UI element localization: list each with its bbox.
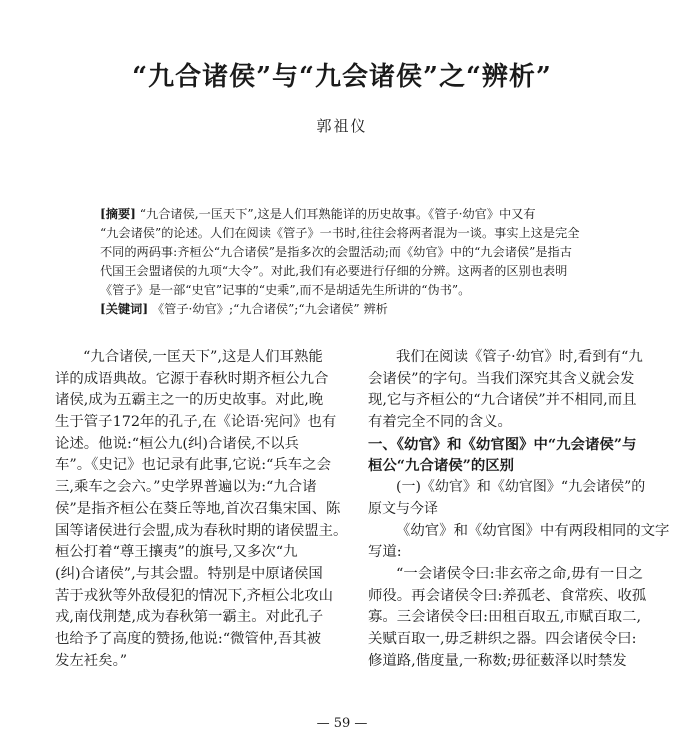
quote-line: 关赋百取一,毋乏耕织之器。四会诸侯令曰: xyxy=(368,630,637,647)
quote-line: 修道路,偕度量,一称数;毋征薮泽以时禁发 xyxy=(368,652,627,669)
abstract-text: “九合诸侯,一匡天下”,这是人们耳熟能详的历史故事。《管子·幼官》中又有 xyxy=(139,207,536,221)
body-line: 有着完全不同的含义。 xyxy=(368,414,512,431)
section-heading: 桓公“九合诸侯”的区别 xyxy=(368,457,515,475)
body-line: 苦于戎狄等外敌侵犯的情况下,齐桓公北攻山 xyxy=(55,587,333,604)
section-heading: 一、《幼官》和《幼官图》中“九会诸侯”与 xyxy=(368,435,637,453)
abstract-line: 不同的两码事:齐桓公“九合诸侯”是指多次的会盟活动;而《幼官》中的“九会诸侯”是指古 xyxy=(100,245,572,259)
abstract-line: 代国王会盟诸侯的九项“大令”。对此,我们有必要进行仔细的分辨。这两者的区别也表明 xyxy=(100,264,568,278)
abstract-label: [摘要] xyxy=(100,207,136,221)
quote-line: “一会诸侯令曰:非玄帝之命,毋有一日之 xyxy=(396,565,644,582)
keywords-label: [关键词] xyxy=(100,302,149,316)
page-number: — 59 — xyxy=(316,716,368,731)
right-column xyxy=(368,347,670,672)
body-line: 发左衽矣。” xyxy=(55,652,128,669)
quote-line: 师役。再会诸侯令曰:养孤老、食常疾、收孤 xyxy=(368,587,647,604)
article-title: “九合诸侯”与“九会诸侯”之“辨析” xyxy=(132,62,552,92)
abstract-block xyxy=(100,205,610,319)
body-line: 《幼官》和《幼官图》中有两段相同的文字 xyxy=(396,522,670,539)
abstract-line xyxy=(100,205,610,224)
abstract-line: 《管子》是一部“史官”记事的“史乘”,而不是胡适先生所讲的“伪书”。 xyxy=(100,283,471,297)
body-line: 戎,南伐荆楚,成为春秋第一霸主。对此孔子 xyxy=(55,609,324,626)
body-line: 桓公打着“尊王攘夷”的旗号,又多次“九 xyxy=(55,544,298,561)
body-line: “九合诸侯,一匡天下”,这是人们耳熟能 xyxy=(83,349,323,365)
body-line: 诸侯,成为五霸主之一的历史故事。对此,晚 xyxy=(55,392,324,409)
body-line: 三,乘车之会六。”史学界普遍以为:“九合诸 xyxy=(55,479,317,496)
abstract-line: “九会诸侯”的论述。人们在阅读《管子》一书时,往往会将两者混为一谈。事实上这是完全 xyxy=(100,226,580,240)
body-line: 侯”是指齐桓公在葵丘等地,首次召集宋国、陈 xyxy=(55,500,341,517)
body-line: 也给予了高度的赞扬,他说:“微管仲,吾其被 xyxy=(55,630,321,647)
body-line: 国等诸侯进行会盟,成为春秋时期的诸侯盟主。 xyxy=(55,522,348,539)
left-column xyxy=(55,347,355,672)
subsection-heading: (一)《幼官》和《幼官图》“九会诸侯”的 xyxy=(396,479,646,496)
body-line: 生于管子172年的孔子,在《论语·宪问》也有 xyxy=(55,414,337,431)
body-line: 会诸侯”的字句。当我们深究其含义就会发 xyxy=(368,370,635,387)
body-line: 写道: xyxy=(368,544,402,561)
body-line: 现,它与齐桓公的“九合诸侯”并不相同,而且 xyxy=(368,392,637,409)
body-line: (纠)合诸侯”,与其会盟。特别是中原诸侯国 xyxy=(55,565,323,582)
author-name: 郭祖仪 xyxy=(316,117,368,135)
body-line: 详的成语典故。它源于春秋时期齐桓公九合 xyxy=(55,370,329,387)
body-line: 我们在阅读《管子·幼官》时,看到有“九 xyxy=(396,349,643,365)
quote-line: 寡。三会诸侯令曰:田租百取五,市赋百取二, xyxy=(368,609,642,626)
body-line: 车”。《史记》也记录有此事,它说:“兵车之会 xyxy=(55,457,331,474)
body-line: 论述。他说:“桓公九(纠)合诸侯,不以兵 xyxy=(55,435,299,452)
subsection-heading: 原文与今译 xyxy=(368,500,438,517)
keywords-text: 《管子·幼官》;“九合诸侯”;“九会诸侯” 辨析 xyxy=(151,302,388,316)
keywords-line xyxy=(100,300,610,319)
